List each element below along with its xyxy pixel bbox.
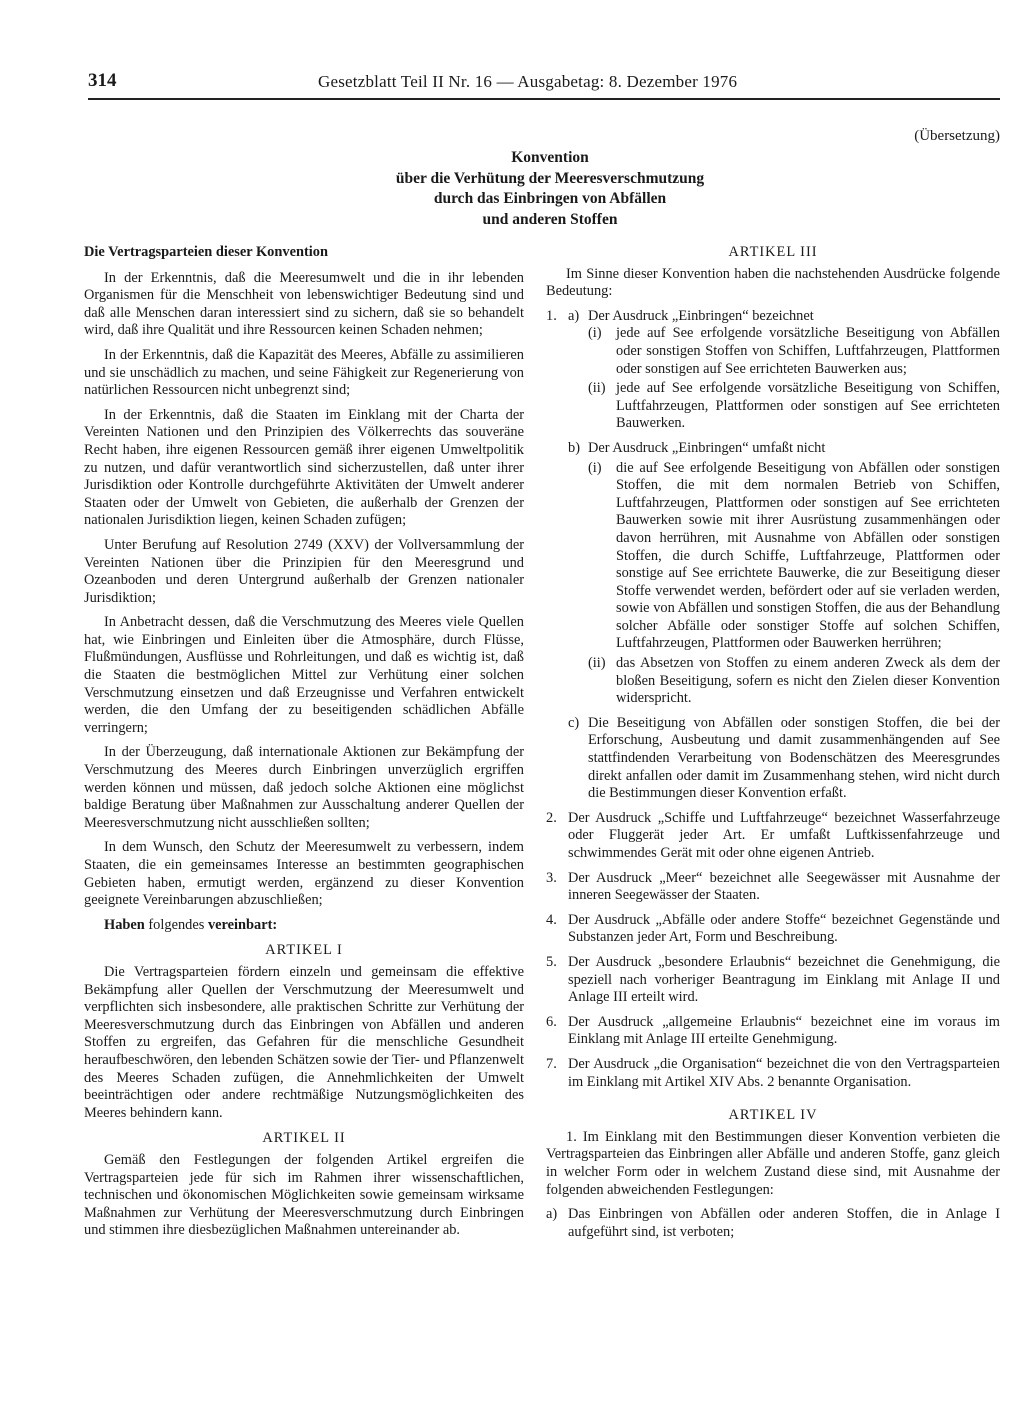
- item-letter: b): [568, 439, 580, 456]
- header-rule: [88, 98, 1000, 100]
- article-intro: Im Sinne dieser Konvention haben die nachstehenden Ausdrücke folgende Bedeutung:: [546, 265, 1000, 300]
- item-text: Der Ausdruck „besondere Erlaubnis“ bezeichnet die Genehmigung, die speziell nach vorheriger Beantragung im Einklang mit Anlage II und Anlage III erteilt wird.: [568, 953, 1000, 1006]
- sub-item: [546, 380, 1000, 433]
- item-letter: a): [546, 1206, 558, 1223]
- definition-item: [546, 810, 1000, 863]
- sub-item: [546, 655, 1000, 708]
- title-line: durch das Einbringen von Abfällen: [433, 190, 667, 208]
- definition-1a: [546, 308, 1000, 326]
- item-text: jede auf See erfolgende vorsätzliche Beseitigung von Abfällen oder sonstigen Stoffen von Schiffen, Luftfahrzeugen, Plattformen oder sonstigen auf See errichteten Bauwerken aus;: [616, 325, 1000, 377]
- item-number: 4.: [546, 911, 557, 928]
- preamble-paragraph: In der Erkenntnis, daß die Meeresumwelt und die in ihr lebenden Organismen für die Menschheit von lebenswichtiger Bedeutung sind und daß alle Menschen daran interessiert sind zu sichern, daß sie so behandelt wird, daß ihre Qualität und ihre Ressourcen keinen Schaden nehmen;: [84, 269, 524, 339]
- agreed-bold: vereinbart:: [207, 916, 278, 933]
- definition-item: [546, 1014, 1000, 1049]
- definition-1b: [546, 440, 1000, 458]
- article-subitem: [546, 1206, 1000, 1241]
- agreed-bold: Haben: [104, 916, 145, 933]
- document-title: [300, 148, 800, 230]
- translation-note: (Übersetzung): [914, 128, 1000, 144]
- item-text: Der Ausdruck „Meer“ bezeichnet alle Seegewässer mit Ausnahme der inneren Seegewässer der Staaten.: [568, 869, 1000, 904]
- agreed-rest: folgendes: [144, 916, 208, 933]
- article-text: 1. Im Einklang mit den Bestimmungen dieser Konvention verbieten die Vertragsparteien das Einbringen aller Abfälle und anderen Stoffe, ganz gleich in welcher Form oder in welchem Zustand diese sind, mit Ausnahme der folgenden abweichenden Festlegungen:: [546, 1128, 1000, 1198]
- item-label: (ii): [588, 380, 606, 397]
- sub-item: [546, 460, 1000, 654]
- item-text: Der Ausdruck „allgemeine Erlaubnis“ bezeichnet eine im voraus im Einklang mit Anlage III erteilte Genehmigung.: [568, 1013, 1000, 1048]
- article-text: Die Vertragsparteien fördern einzeln und gemeinsam die effektive Bekämpfung aller Quellen der Verschmutzung der Meeresumwelt und verpflichten sich insbesondere, alle praktischen Schritte zur Verhütung der Meeresverschmutzung durch das Einbringen von Abfällen und anderen Stoffen zu ergreifen, das Gefahren für die menschliche Gesundheit heraufbeschwören, den lebenden Schätzen sowie der Tier- und Pflanzenwelt des Meeres Schaden zufügen, die Annehmlichkeiten der Umwelt beeinträchtigen oder andere rechtmäßige Nutzungsmöglichkeiten des Meeres behindern kann.: [84, 963, 524, 1121]
- preamble-paragraph: In der Erkenntnis, daß die Staaten im Einklang mit der Charta der Vereinten Nationen und den Prinzipien des Völkerrechts das souveräne Recht haben, ihre eigenen Ressourcen gemäß ihrer eigenen Umweltpolitik zu nutzen, und dafür verantwortlich sind sicherzustellen, daß unter ihrer Jurisdiktion oder Kontrolle durchgeführte Aktivitäten der Umwelt anderer Staaten oder der Umwelt von Gebieten, die außerhalb der Grenzen der nationalen Jurisdiktion liegen, keinen Schaden zufügen;: [84, 406, 524, 529]
- item-text: Das Einbringen von Abfällen oder anderen Stoffen, die in Anlage I aufgeführt sind, ist verboten;: [568, 1206, 1000, 1240]
- right-column: [546, 244, 1000, 1243]
- item-number: 7.: [546, 1055, 557, 1072]
- preamble-paragraph: Unter Berufung auf Resolution 2749 (XXV) der Vollversammlung der Vereinten Nationen über die Prinzipien für den Meeresgrund und Ozeanboden und deren Untergrund außerhalb der Grenzen nationaler Jurisdiktion;: [84, 536, 524, 606]
- definition-1c: [546, 715, 1000, 803]
- definition-item: [546, 870, 1000, 905]
- definition-item: [546, 912, 1000, 947]
- preamble-paragraph: In dem Wunsch, den Schutz der Meeresumwelt zu verbessern, indem Staaten, die ein gemeinsames Interesse an bestimmten geographischen Gebieten haben, ermutigt werden, ergänzend zu dieser Konvention geeignete Vereinbarungen abzuschließen;: [84, 839, 524, 909]
- sub-item: [546, 325, 1000, 378]
- item-text: Die Beseitigung von Abfällen oder sonstigen Stoffen, die bei der Erforschung, Ausbeutung und damit zusammenhängenden auf See stattfindenden Verarbeitung von Bodenschätzen des Meeresgrundes direkt anfallen oder damit im Zusammenhang stehen, wird nicht durch die Bestimmungen dieser Konvention erfaßt.: [588, 714, 1000, 802]
- item-number: 2.: [546, 809, 557, 826]
- item-text: Der Ausdruck „Schiffe und Luftfahrzeuge“ bezeichnet Wasserfahrzeuge oder Fluggerät jeder Art. Er umfaßt Luftkissenfahrzeuge und schwimmendes Gerät mit oder ohne eigenen Antrieb.: [568, 809, 1000, 861]
- item-label: (ii): [588, 655, 606, 672]
- definition-item: [546, 1056, 1000, 1091]
- item-letter: c): [568, 714, 580, 731]
- article-heading: ARTIKEL II: [262, 1130, 346, 1147]
- article-heading: ARTIKEL III: [728, 244, 818, 260]
- item-text: Der Ausdruck „die Organisation“ bezeichnet die von den Vertragsparteien im Einklang mit Artikel XIV Abs. 2 benannte Organisation.: [568, 1055, 1000, 1090]
- intro-heading: Die Vertragsparteien dieser Konvention: [84, 244, 328, 260]
- item-letter: a): [568, 307, 580, 324]
- item-text: jede auf See erfolgende vorsätzliche Beseitigung von Schiffen, Luftfahrzeugen, Plattformen oder sonstigen auf See errichteten Bauwerken.: [616, 380, 1000, 432]
- item-label: (i): [588, 325, 602, 342]
- article-heading: ARTIKEL I: [265, 942, 343, 959]
- left-column: [84, 244, 524, 1247]
- item-text: das Absetzen von Stoffen zu einem anderen Zweck als dem der bloßen Beseitigung, sofern es nicht den Zielen dieser Konvention widerspricht.: [616, 655, 1000, 707]
- item-number: 1.: [546, 307, 557, 324]
- item-text: Der Ausdruck „Einbringen“ bezeichnet: [588, 307, 814, 324]
- preamble-paragraph: In Anbetracht dessen, daß die Verschmutzung des Meeres viele Quellen hat, wie Einbringen und Einleiten über die Atmosphäre, durch Flüsse, Flußmündungen, Ausflüsse und Rohrleitungen, und daß es wichtig ist, daß die Staaten die bestmöglichen Mittel zur Verhütung einer solchen Verschmutzung einsetzen und daß Erzeugnisse und Verfahren entwickelt werden, die den Umfang der zu beseitigenden schädlichen Abfälle verringern;: [84, 614, 524, 736]
- title-line: über die Verhütung der Meeresverschmutzung: [395, 169, 705, 187]
- item-number: 3.: [546, 869, 557, 886]
- page-number: 314: [88, 70, 117, 91]
- article-heading: ARTIKEL IV: [728, 1107, 818, 1124]
- article-text: Gemäß den Festlegungen der folgenden Artikel ergreifen die Vertragsparteien jede für sich im Rahmen ihrer wissenschaftlichen, technischen und ökonomischen Möglichkeiten sowie gemeinsam wirksame Maßnahmen zur Verhütung der Meeresverschmutzung durch Einbringen und stimmen ihre diesbezüglichen Maßnahmen untereinander ab.: [84, 1151, 524, 1239]
- preamble-paragraph: In der Erkenntnis, daß die Kapazität des Meeres, Abfälle zu assimilieren und sie unschädlich zu machen, und seine Fähigkeit zur Regenerierung von natürlichen Ressourcen nicht unbegrenzt sind;: [84, 346, 524, 399]
- preamble-paragraph: In der Überzeugung, daß internationale Aktionen zur Bekämpfung der Verschmutzung des Meeres durch Einbringen unverzüglich ergriffen werden können und müssen, daß jedoch solche Aktionen eine möglichst baldige Beratung über Maßnahmen zur Ausschaltung anderer Quellen der Meeresverschmutzung nicht ausschließen sollten;: [84, 744, 524, 831]
- agreed-line: [84, 917, 524, 935]
- item-text: die auf See erfolgende Beseitigung von Abfällen oder sonstigen Stoffen, die mit dem normalen Betrieb von Schiffen, Luftfahrzeugen, Plattformen oder sonstigen auf See errichteten Bauwerken sowie mit ihrer Ausrüstung zusammenhängen oder davon herrühren, mit Ausnahme von Abfällen oder sonstigen Stoffen, die durch Schiffe, Luftfahrzeuge, Plattformen oder sonstige auf See errichtete Bauwerke, die zur Beseitigung dieser Stoffe verwendet werden, befördert oder auf sie verladen werden, sowie von Abfällen und sonstigen Stoffen, die aus der Behandlung solcher Abfälle oder sonstiger Stoffe auf solchen Schiffen, Luftfahrzeugen, Plattformen oder Bauwerken herrühren;: [616, 459, 1000, 652]
- title-line: und anderen Stoffen: [482, 210, 618, 228]
- item-label: (i): [588, 459, 602, 476]
- item-number: 5.: [546, 953, 557, 970]
- item-text: Der Ausdruck „Einbringen“ umfaßt nicht: [588, 439, 826, 456]
- running-header: Gesetzblatt Teil II Nr. 16 — Ausgabetag: 8. Dezember 1976: [318, 72, 738, 91]
- item-text: Der Ausdruck „Abfälle oder andere Stoffe“ bezeichnet Gegenstände und Substanzen jeder Art, Form und Beschreibung.: [568, 911, 1000, 946]
- item-number: 6.: [546, 1013, 557, 1030]
- definition-item: [546, 954, 1000, 1007]
- title-line: Konvention: [511, 149, 589, 166]
